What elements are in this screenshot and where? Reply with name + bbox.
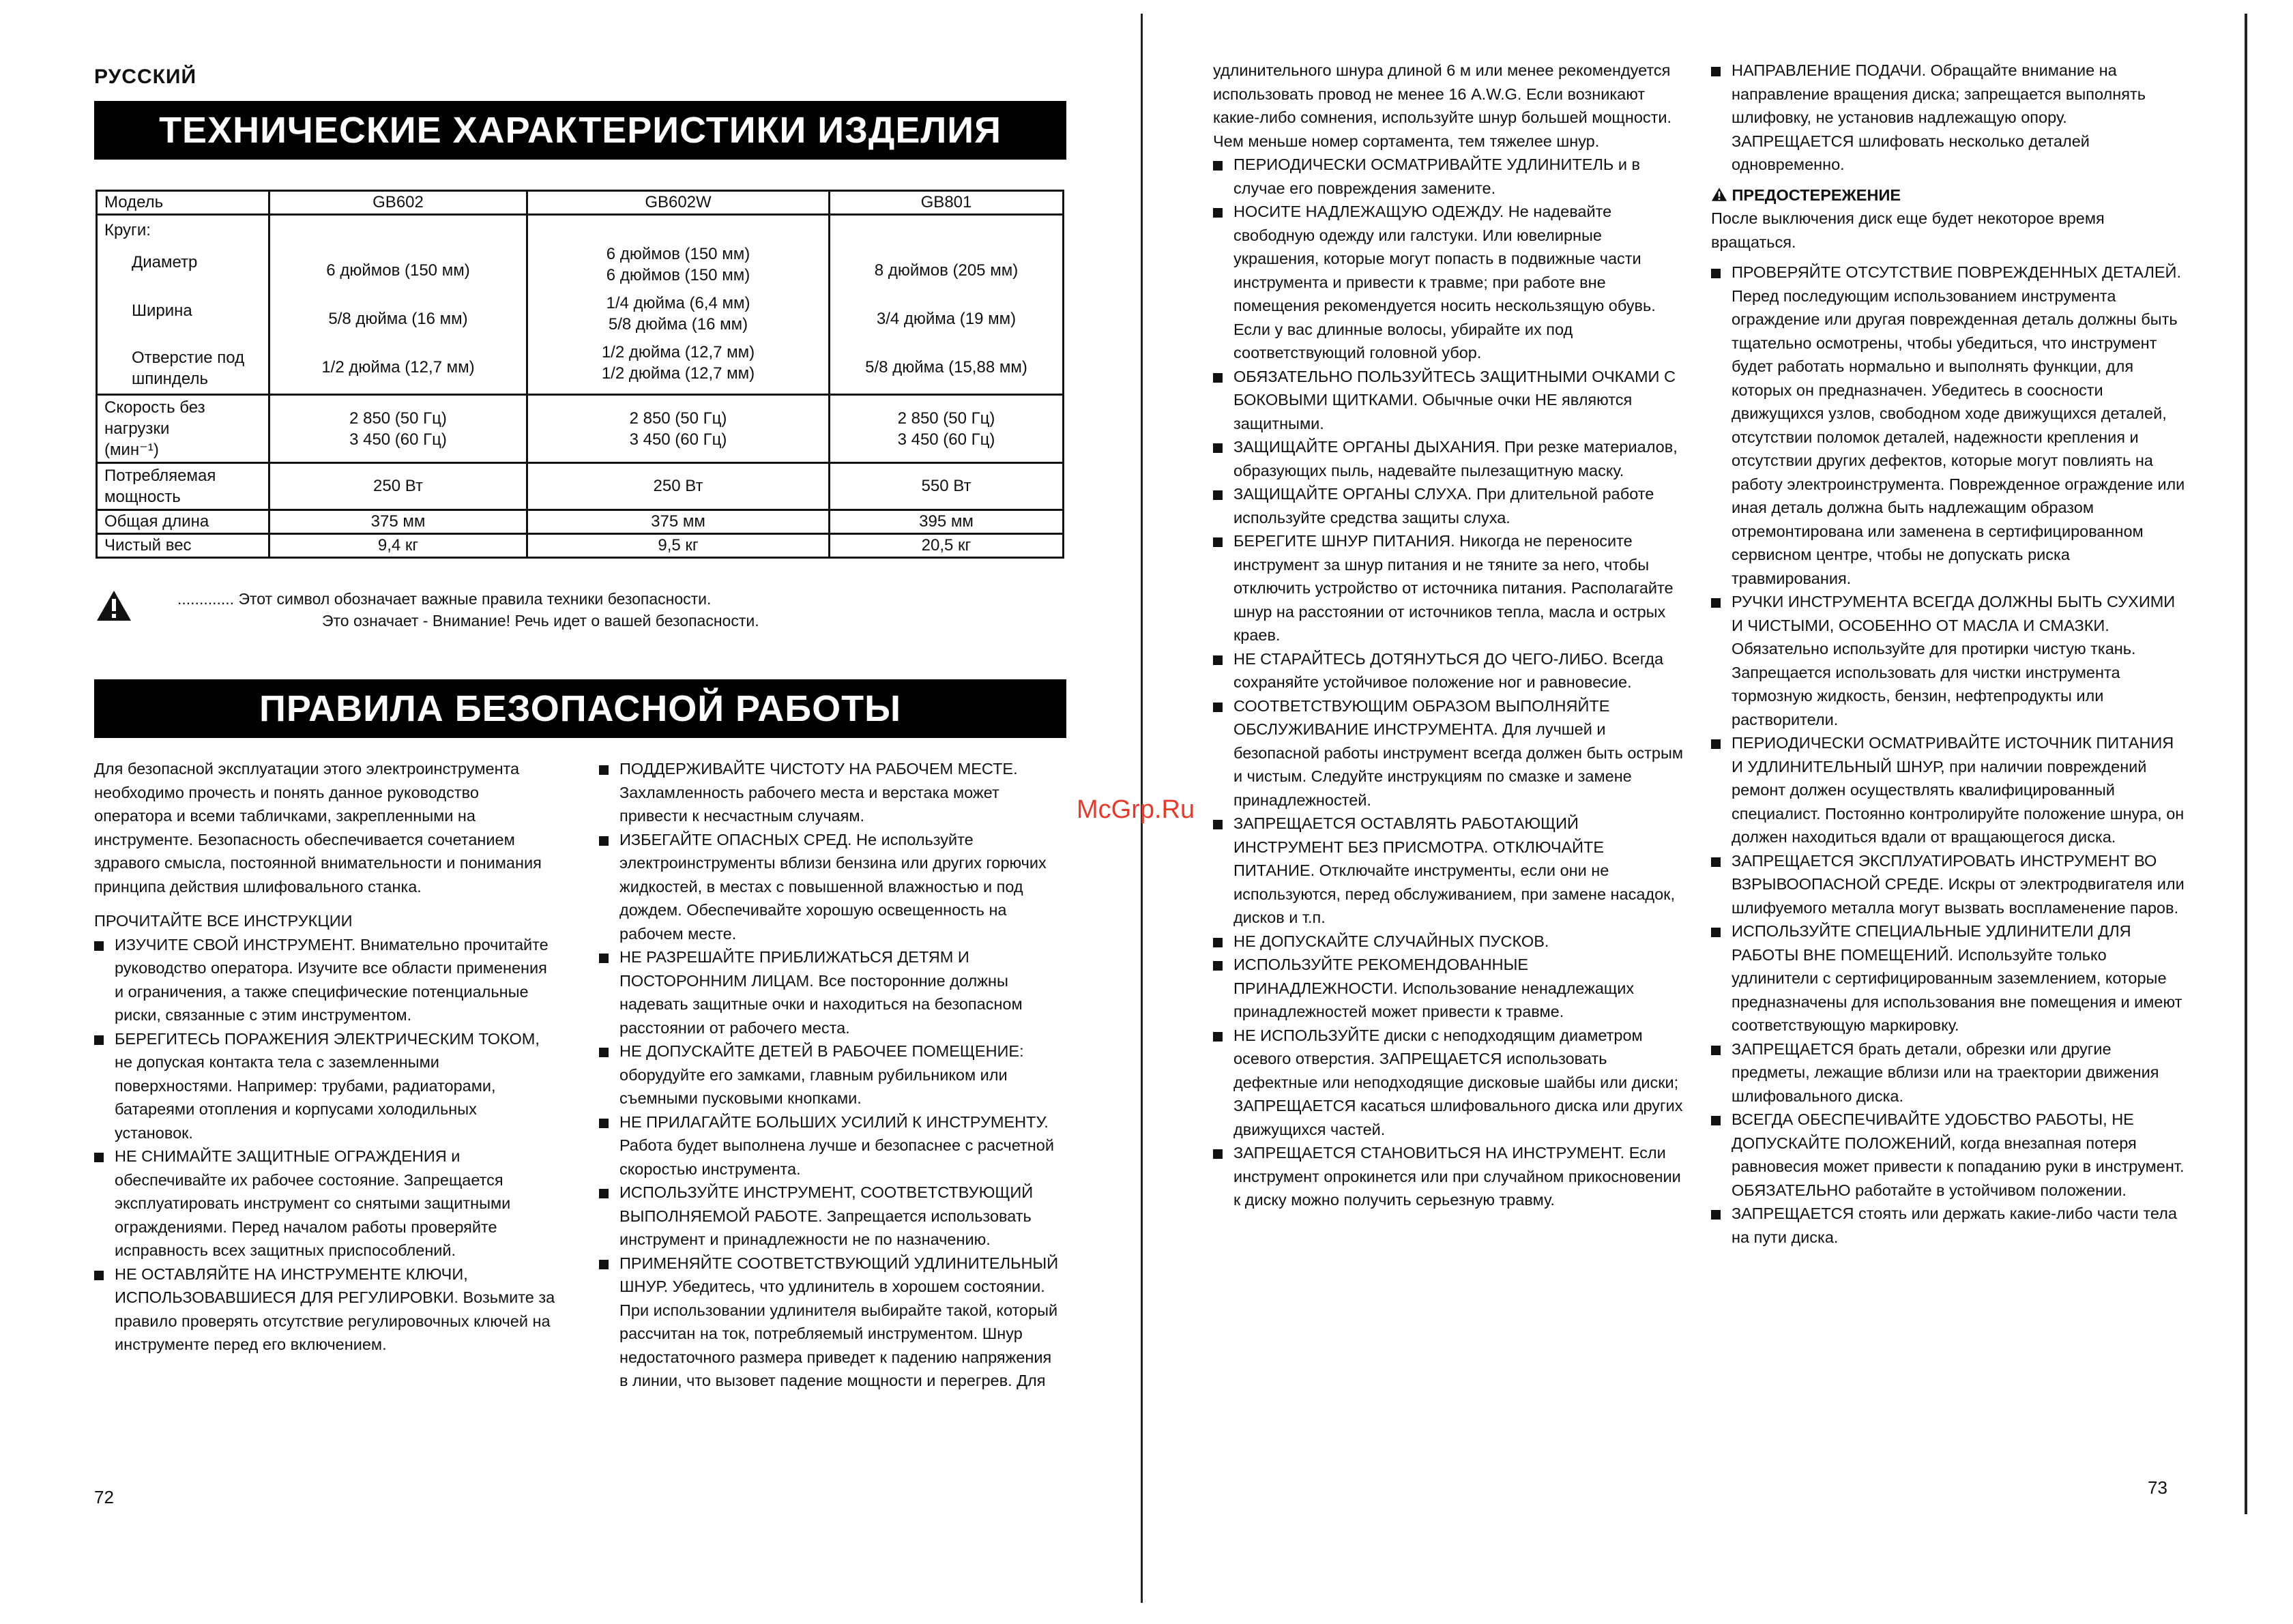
gb602-width: 5/8 дюйма (16 мм) [328,310,468,328]
rule-item: ПЕРИОДИЧЕСКИ ОСМАТРИВАЙТЕ УДЛИНИТЕЛЬ и в случае его повреждения замените. [1213,153,1684,200]
column-b [599,757,1063,1393]
power-label-cell [97,463,269,510]
gb602w-speed-60: 3 450 (60 Гц) [629,430,727,449]
gb602w-weight: 9,5 кг [527,534,830,558]
spec-header-gb801: GB801 [830,191,1064,215]
rule-item: НЕ ДОПУСКАЙТЕ ДЕТЕЙ В РАБОЧЕЕ ПОМЕЩЕНИЕ: оборудуйте его замками, главным рубильником или съемными пусковыми кнопками. [599,1039,1063,1110]
spec-gb801-wheels [830,215,1064,395]
caution-heading [1711,183,2189,207]
diameter-label: Диаметр [132,253,198,271]
rule-item: ИСПОЛЬЗУЙТЕ ИНСТРУМЕНТ, СООТВЕТСТВУЮЩИЙ ВЫПОЛНЯЕМОЙ РАБОТЕ. Запрещается использовать инструмент и принадлежности не по назначению. [599,1181,1063,1252]
rule-item: ПРИМЕНЯЙТЕ СООТВЕТСТВУЮЩИЙ УДЛИНИТЕЛЬНЫЙ ШНУР. Убедитесь, что удлинитель в хорошем состоянии. При использовании удлинителя выбирайте такой, который рассчитан на ток, потребляемый инструментом. Шнур недостаточного размера приведет к падению напряжения в линии, что вызовет падение мощности и перегрев. Для [599,1252,1063,1393]
rule-item: НЕ ДОПУСКАЙТЕ СЛУЧАЙНЫХ ПУСКОВ. [1213,930,1684,954]
column-a [94,757,558,1357]
rule-item: ЗАПРЕЩАЕТСЯ СТАНОВИТЬСЯ НА ИНСТРУМЕНТ. Если инструмент опрокинется или при случайном прикосновении к диску можно получить серьезную травму. [1213,1141,1684,1212]
rule-item: БЕРЕГИТЕ ШНУР ПИТАНИЯ. Никогда не переносите инструмент за шнур питания и не тяните за него, чтобы отключить устройство от источника питания. Располагайте шнур на расстоянии от источников тепла, масла и острых краев. [1213,529,1684,647]
spec-header-row [97,191,1064,215]
rule-item: НЕ ПРИЛАГАЙТЕ БОЛЬШИХ УСИЛИЙ К ИНСТРУМЕНТУ. Работа будет выполнена лучше и безопаснее с расчетной скоростью инструмента. [599,1110,1063,1181]
gb801-bore: 5/8 дюйма (15,88 мм) [865,358,1027,377]
gb602-length: 375 мм [269,510,527,534]
gb602w-diameter-2: 6 дюймов (150 мм) [606,265,750,284]
page-edge-line [2245,14,2247,1514]
rule-item: ПОДДЕРЖИВАЙТЕ ЧИСТОТУ НА РАБОЧЕМ МЕСТЕ. Захламленность рабочего места и верстака может привести к несчастным случаям. [599,757,1063,828]
rule-item: ЗАЩИЩАЙТЕ ОРГАНЫ ДЫХАНИЯ. При резке материалов, образующих пыль, надевайте пылезащитную маску. [1213,435,1684,482]
read-all-heading: ПРОЧИТАЙТЕ ВСЕ ИНСТРУКЦИИ [94,912,353,930]
gb801-speed [830,395,1064,463]
spec-length-row [97,510,1064,534]
spec-header-model: Модель [97,191,269,215]
rule-item: ЗАПРЕЩАЕТСЯ ЭКСПЛУАТИРОВАТЬ ИНСТРУМЕНТ ВО ВЗРЫВООПАСНОЙ СРЕДЕ. Искры от электродвигателя или шлифуемого металла могут вызвать воспламенение паров. [1711,849,2189,920]
column-d [1711,59,2189,1249]
weight-label: Чистый вес [97,534,269,558]
symbol-note-line-2: Это означает - Внимание! Речь идет о вашей безопасности. [322,612,759,630]
gb602-speed-60: 3 450 (60 Гц) [349,430,447,449]
rule-item: ЗАПРЕЩАЕТСЯ стоять или держать какие-либо части тела на пути диска. [1711,1202,2189,1249]
power-label-1: Потребляемая [104,467,216,485]
rule-item: НАПРАВЛЕНИЕ ПОДАЧИ. Обращайте внимание на направление вращения диска; запрещается выполнять шлифовку, не установив надлежащую опору. ЗАПРЕЩАЕТСЯ шлифовать несколько деталей одновременно. [1711,59,2189,177]
symbol-note-line-1: ............. Этот символ обозначает важные правила техники безопасности. [177,590,712,608]
gb801-power: 550 Вт [830,463,1064,510]
spec-speed-row [97,395,1064,463]
language-label: РУССКИЙ [94,65,197,88]
symbol-note-text [177,588,1064,632]
rule-item: ИСПОЛЬЗУЙТЕ РЕКОМЕНДОВАННЫЕ ПРИНАДЛЕЖНОСТИ. Использование ненадлежащих принадлежностей может привести к травме. [1213,953,1684,1024]
rule-item: РУЧКИ ИНСТРУМЕНТА ВСЕГДА ДОЛЖНЫ БЫТЬ СУХИМИ И ЧИСТЫМИ, ОСОБЕННО ОТ МАСЛА И СМАЗКИ. Обязательно используйте для протирки чистую ткань. Запрещается использовать для чистки инструмента тормозную жидкость, бензин, нефтепродукты или растворители. [1711,590,2189,731]
gb602w-bore-1: 1/2 дюйма (12,7 мм) [601,342,755,361]
safety-title-banner: ПРАВИЛА БЕЗОПАСНОЙ РАБОТЫ [94,679,1066,738]
wheels-label: Круги: [104,221,151,239]
bore-label-1: Отверстие под [132,349,245,367]
speed-label-2: нагрузки [104,419,170,438]
gb602w-speed-50: 2 850 (50 Гц) [629,409,727,428]
speed-label-cell [97,395,269,463]
spec-title-banner: ТЕХНИЧЕСКИЕ ХАРАКТЕРИСТИКИ ИЗДЕЛИЯ [94,101,1066,160]
spec-gb602w-wheels [527,215,830,395]
gb801-weight: 20,5 кг [830,534,1064,558]
gb602w-power: 250 Вт [527,463,830,510]
rule-item: ИЗБЕГАЙТЕ ОПАСНЫХ СРЕД. Не используйте электроинструменты вблизи бензина или других горючих жидкостей, в местах с повышенной влажностью и под дождем. Обеспечивайте хорошую освещенность на рабочем месте. [599,828,1063,946]
spec-header-gb602: GB602 [269,191,527,215]
cord-continuation: удлинительного шнура длиной 6 м или менее рекомендуется использовать провод не менее 16 A.W.G. Если возникают какие-либо сомнения, используйте шнур большей мощности. Чем меньше номер сортамента, тем тяжелее шнур. [1213,61,1672,150]
speed-label-3: (мин⁻¹) [104,441,159,459]
rule-item: СООТВЕТСТВУЮЩИМ ОБРАЗОМ ВЫПОЛНЯЙТЕ ОБСЛУЖИВАНИЕ ИНСТРУМЕНТА. Для лучшей и безопасной работы инструмент всегда должен быть острым и чистым. Следуйте инструкциям по смазке и замене принадлежностей. [1213,694,1684,812]
gb602-speed-50: 2 850 (50 Гц) [349,409,447,428]
gb602-power: 250 Вт [269,463,527,510]
caution-text: После выключения диск еще будет некоторое время вращаться. [1711,209,2105,251]
rule-item: ИСПОЛЬЗУЙТЕ СПЕЦИАЛЬНЫЕ УДЛИНИТЕЛИ ДЛЯ РАБОТЫ ВНЕ ПОМЕЩЕНИЙ. Используйте только удлинители с сертифицированным заземлением, которые предназначены для использования вне помещения и имеют соответствующую маркировку. [1711,919,2189,1037]
spec-table [96,190,1064,559]
rule-item: ИЗУЧИТЕ СВОЙ ИНСТРУМЕНТ. Внимательно прочитайте руководство оператора. Изучите все области применения и ограничения, а также специфические потенциальные риски, связанные с этим инструментом. [94,933,558,1027]
rule-item: БЕРЕГИТЕСЬ ПОРАЖЕНИЯ ЭЛЕКТРИЧЕСКИМ ТОКОМ, не допуская контакта тела с заземленными поверхностями. Например: трубами, радиаторами, батареями отопления и корпусами холодильных установок. [94,1027,558,1145]
spec-gb602-wheels [269,215,527,395]
intro-paragraph: Для безопасной эксплуатации этого электроинструмента необходимо прочесть и понять данное руководство оператора и всеми табличками, закрепленными на инструменте. Безопасность обеспечивается сочетанием здравого смысла, постоянной внимательности и понимания принципа действия шлифовального станка. [94,760,542,896]
spec-weight-row [97,534,1064,558]
rule-item: НОСИТЕ НАДЛЕЖАЩУЮ ОДЕЖДУ. Не надевайте свободную одежду или галстуки. Или ювелирные украшения, которые могут попасть в подвижные части инструмента и привести к травме; при работе вне помещения рекомендуется носить нескользящую обувь. Если у вас длинные волосы, убирайте их под соответствующий головной убор. [1213,200,1684,365]
gb801-length: 395 мм [830,510,1064,534]
rule-item: ПРОВЕРЯЙТЕ ОТСУТСТВИЕ ПОВРЕЖДЕННЫХ ДЕТАЛЕЙ. Перед последующим использованием инструмента ограждение или другая поврежденная деталь должны быть тщательно осмотрены, чтобы убедиться, что инструмент будет работать нормально и выполнять функции, для которых он предназначен. Убедитесь в соосности движущихся узлов, свободном ходе движущихся деталей, отсутствии поломок деталей, надежности крепления и отсутствии других дефектов, которые могут повлиять на работу электроинструмента. Поврежденное ограждение или иная деталь должна быть надлежащим образом отремонтирована или заменена в сертифицированном сервисном центре, чтобы не допускать риска травмирования. [1711,261,2189,590]
rule-item: ЗАЩИЩАЙТЕ ОРГАНЫ СЛУХА. При длительной работе используйте средства защиты слуха. [1213,482,1684,529]
speed-label-1: Скорость без [104,398,205,417]
page-number-left: 72 [94,1487,114,1507]
gb801-speed-50: 2 850 (50 Гц) [897,409,995,428]
gb602w-length: 375 мм [527,510,830,534]
rule-item: НЕ СНИМАЙТЕ ЗАЩИТНЫЕ ОГРАЖДЕНИЯ и обеспечивайте их рабочее состояние. Запрещается эксплуатировать инструмент со снятыми защитными ограждениями. Перед началом работы проверяйте исправность всех защитных приспособлений. [94,1145,558,1263]
spec-header-gb602w: GB602W [527,191,830,215]
gb602w-bore-2: 1/2 дюйма (12,7 мм) [601,364,755,383]
watermark: McGrp.Ru [1077,795,1195,824]
rule-item: НЕ ИСПОЛЬЗУЙТЕ диски с неподходящим диаметром осевого отверстия. ЗАПРЕЩАЕТСЯ использовать дефектные или неподходящие дисковые шайбы или диски; ЗАПРЕЩАЕТСЯ касаться шлифовального диска или других движущихся частей. [1213,1024,1684,1142]
gb801-width: 3/4 дюйма (19 мм) [876,310,1017,328]
rule-item: НЕ РАЗРЕШАЙТЕ ПРИБЛИЖАТЬСЯ ДЕТЯМ И ПОСТОРОННИМ ЛИЦАМ. Все посторонние должны надевать защитные очки и находиться на безопасном расстоянии от рабочего места. [599,945,1063,1039]
rule-item: ПЕРИОДИЧЕСКИ ОСМАТРИВАЙТЕ ИСТОЧНИК ПИТАНИЯ И УДЛИНИТЕЛЬНЫЙ ШНУР, при наличии повреждений ремонт должен осуществлять квалифицированный специалист. Постоянно контролируйте положение шнура, он должен находиться вдали от вращающегося диска. [1711,731,2189,849]
rule-item: НЕ ОСТАВЛЯЙТЕ НА ИНСТРУМЕНТЕ КЛЮЧИ, ИСПОЛЬЗОВАВШИЕСЯ ДЛЯ РЕГУЛИРОВКИ. Возьмите за правило проверять отсутствие регулировочных ключей на инструменте перед его включением. [94,1263,558,1357]
power-label-2: мощность [104,488,181,506]
bore-label-2: шпиндель [132,370,208,388]
gb602w-width-2: 5/8 дюйма (16 мм) [608,314,748,334]
gb602w-width-1: 1/4 дюйма (6,4 мм) [606,293,750,312]
page-number-right: 73 [2148,1477,2167,1498]
length-label: Общая длина [97,510,269,534]
caution-title: ПРЕДОСТЕРЕЖЕНИЕ [1732,186,1901,204]
gb602w-speed [527,395,830,463]
rule-item: ЗАПРЕЩАЕТСЯ брать детали, обрезки или другие предметы, лежащие вблизи или на траектории движения шлифовального диска. [1711,1037,2189,1108]
warning-triangle-icon [96,589,132,622]
gb602w-diameter-1: 6 дюймов (150 мм) [606,244,750,263]
gb801-speed-60: 3 450 (60 Гц) [897,430,995,449]
rule-item: ВСЕГДА ОБЕСПЕЧИВАЙТЕ УДОБСТВО РАБОТЫ, НЕ ДОПУСКАЙТЕ ПОЛОЖЕНИЙ, когда внезапная потеря равновесия может привести к попаданию руки в инструмент. ОБЯЗАТЕЛЬНО работайте в устойчивом положении. [1711,1108,2189,1202]
spec-wheels-row [97,215,1064,395]
gb602-speed [269,395,527,463]
rule-item: НЕ СТАРАЙТЕСЬ ДОТЯНУТЬСЯ ДО ЧЕГО-ЛИБО. Всегда сохраняйте устойчивое положение ног и равновесие. [1213,647,1684,694]
warning-triangle-icon [1711,187,1727,202]
gb801-diameter: 8 дюймов (205 мм) [874,261,1019,280]
rule-item: ОБЯЗАТЕЛЬНО ПОЛЬЗУЙТЕСЬ ЗАЩИТНЫМИ ОЧКАМИ С БОКОВЫМИ ЩИТКАМИ. Обычные очки НЕ являются защитными. [1213,365,1684,436]
gb602-diameter: 6 дюймов (150 мм) [326,261,470,280]
spec-power-row [97,463,1064,510]
rule-item: ЗАПРЕЩАЕТСЯ ОСТАВЛЯТЬ РАБОТАЮЩИЙ ИНСТРУМЕНТ БЕЗ ПРИСМОТРА. ОТКЛЮЧАЙТЕ ПИТАНИЕ. Отключайте инструменты, если они не используются, перед обслуживанием, при замене насадок, дисков и т.п. [1213,812,1684,930]
width-label: Ширина [132,301,192,320]
column-c [1213,59,1684,1212]
gb602-bore: 1/2 дюйма (12,7 мм) [321,358,475,377]
gb602-weight: 9,4 кг [269,534,527,558]
spec-wheels-labels [97,215,269,395]
